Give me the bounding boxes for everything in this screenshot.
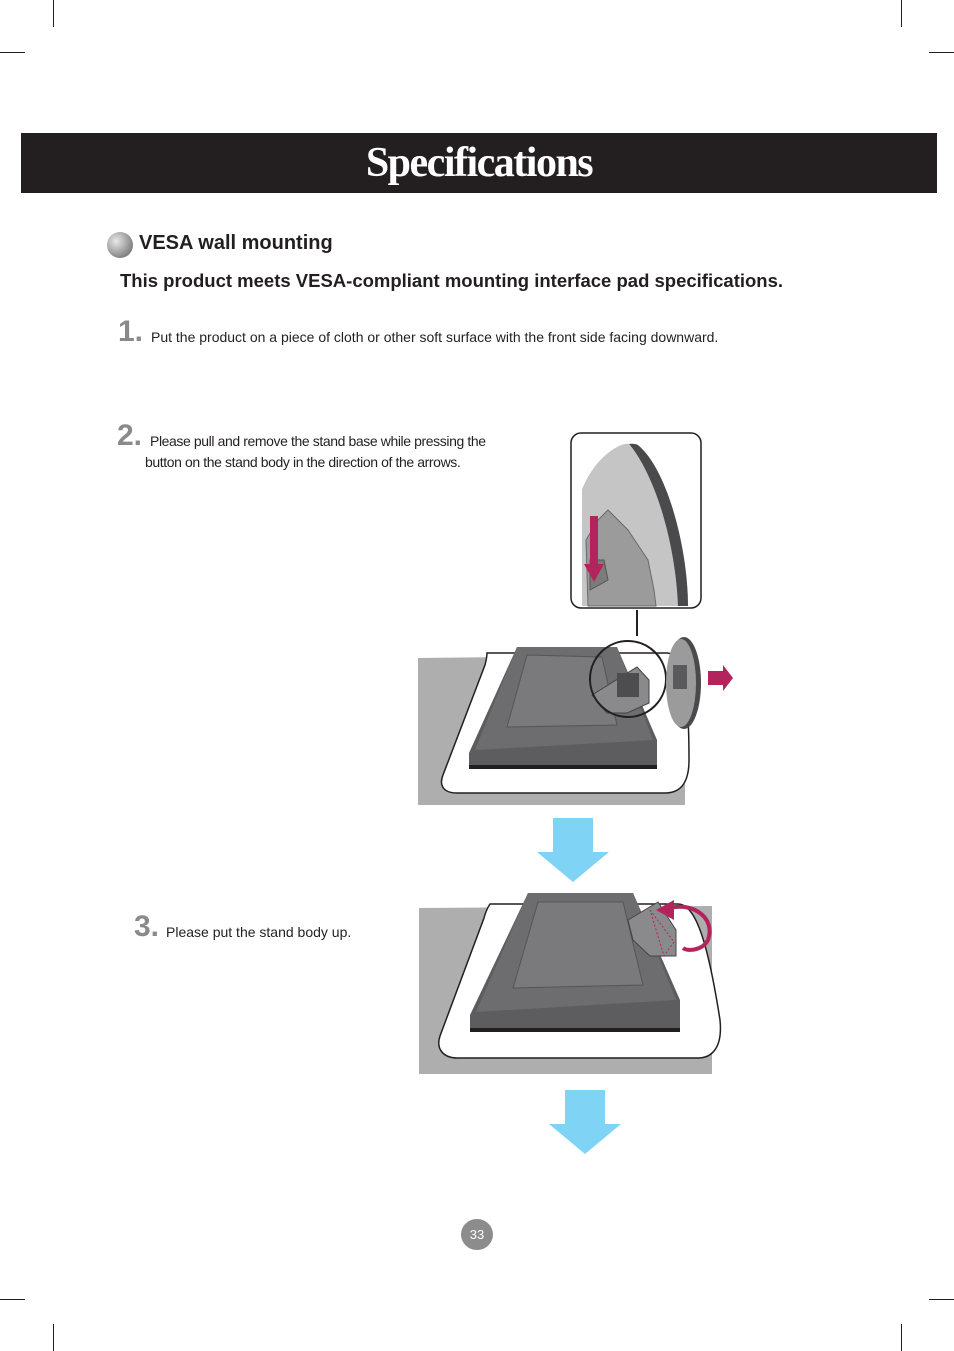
crop-mark	[53, 0, 54, 27]
crop-mark	[0, 52, 25, 53]
crop-mark	[0, 1299, 25, 1300]
section-title: VESA wall mounting	[139, 232, 333, 254]
section-subtitle: This product meets VESA-compliant mounting interface pad specifications.	[120, 270, 784, 291]
gray-sphere-bullet-icon	[107, 232, 133, 258]
crop-mark	[901, 0, 902, 27]
crop-mark	[901, 1324, 902, 1351]
monitor-stand-removal-illustration	[417, 635, 737, 807]
page-title: Specifications	[365, 140, 593, 186]
arrow-down-icon	[549, 1090, 621, 1154]
page-number: 33	[461, 1219, 493, 1250]
step-1-number: 1.	[118, 315, 144, 348]
header-bar	[21, 133, 937, 193]
step-3-text: Please put the stand body up.	[166, 924, 352, 940]
step-2-text-line1: Please pull and remove the stand base while pressing the	[150, 433, 486, 449]
step-3-number: 3.	[134, 910, 160, 943]
stand-detail-zoom-illustration	[568, 430, 706, 612]
step-2-text-line2: button on the stand body in the direction of the arrows.	[145, 454, 461, 470]
arrow-down-icon	[537, 818, 609, 882]
magnifier-connector	[636, 610, 638, 636]
crop-mark	[929, 52, 954, 53]
crop-mark	[53, 1324, 54, 1351]
step-2-number: 2.	[117, 419, 143, 452]
crop-mark	[929, 1299, 954, 1300]
stand-body-up-illustration	[418, 890, 724, 1076]
step-1-text: Put the product on a piece of cloth or other soft surface with the front side facing downward.	[151, 329, 719, 345]
